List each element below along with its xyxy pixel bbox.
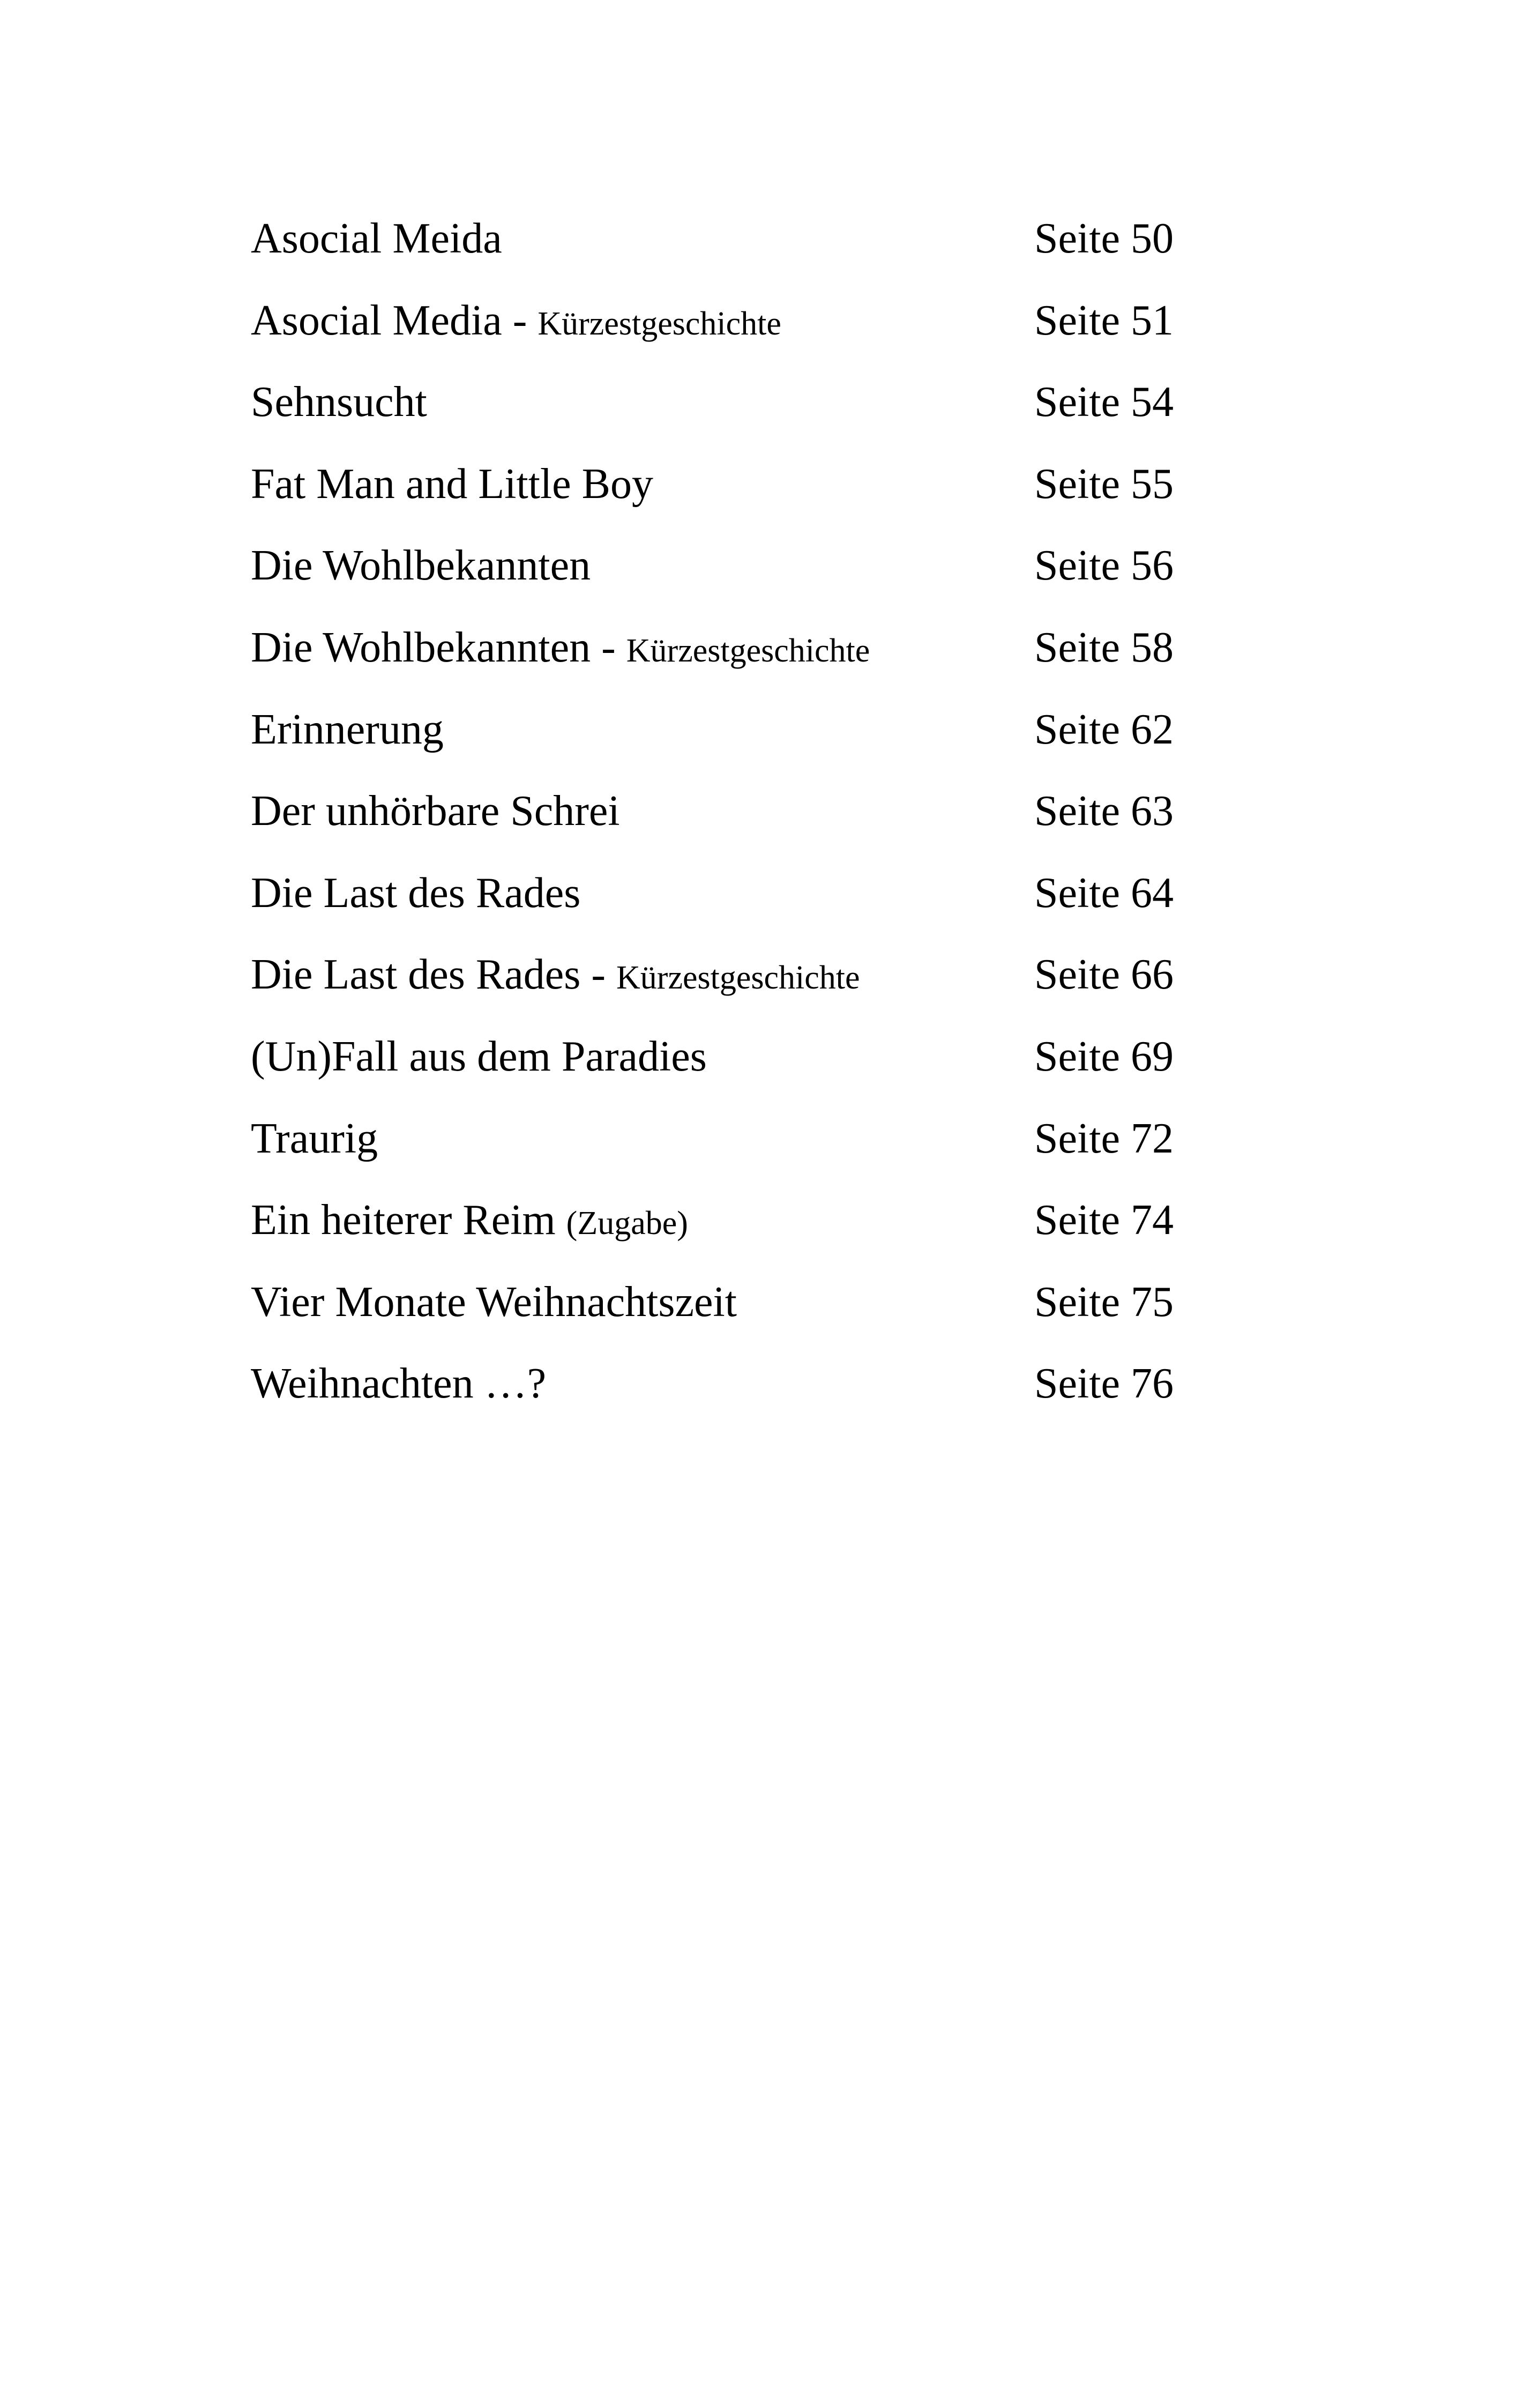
toc-entry[interactable]	[251, 375, 1194, 457]
toc-entry-title-text: (Un)Fall aus dem Paradies	[251, 1032, 707, 1080]
toc-entry-page: Seite 64	[1034, 869, 1174, 917]
toc-entry-page: Seite 50	[1034, 215, 1174, 262]
toc-entry-title	[251, 212, 502, 269]
toc-entry[interactable]	[251, 212, 1194, 294]
toc-entry-separator	[556, 1196, 566, 1244]
toc-entry[interactable]	[251, 457, 1194, 539]
toc-entry-title	[251, 784, 620, 841]
toc-entry-page: Seite 51	[1034, 296, 1174, 344]
toc-entry-title	[251, 1193, 688, 1250]
toc-entry[interactable]	[251, 784, 1194, 866]
toc-entry-title	[251, 1112, 378, 1169]
toc-entry-title	[251, 294, 781, 351]
toc-entry-page: Seite 66	[1034, 951, 1174, 999]
toc-entry-title-text: Die Last des Rades	[251, 869, 581, 917]
toc-entry-title	[251, 1030, 707, 1087]
toc-entry-page: Seite 72	[1034, 1114, 1174, 1162]
toc-entry[interactable]	[251, 703, 1194, 785]
toc-entry-title-text: Sehnsucht	[251, 378, 427, 426]
toc-entry[interactable]	[251, 1193, 1194, 1275]
toc-entry-page: Seite 55	[1034, 460, 1174, 508]
toc-entry[interactable]	[251, 539, 1194, 621]
toc-entry[interactable]	[251, 294, 1194, 376]
toc-entry-page: Seite 76	[1034, 1360, 1174, 1408]
toc-entry-page: Seite 75	[1034, 1278, 1174, 1326]
toc-entry-title-text: Die Wohlbekannten	[251, 542, 591, 590]
toc-entry-page: Seite 69	[1034, 1032, 1174, 1080]
toc-entry-title	[251, 1357, 546, 1414]
toc-entry-subtitle: (Zugabe)	[566, 1205, 688, 1242]
toc-entry-title	[251, 948, 860, 1005]
toc-entry-title-text: Erinnerung	[251, 705, 444, 753]
toc-entry[interactable]	[251, 948, 1194, 1030]
toc-entry-page: Seite 74	[1034, 1196, 1174, 1244]
toc-entry[interactable]	[251, 1112, 1194, 1194]
toc-entry[interactable]	[251, 1275, 1194, 1357]
toc-entry-title	[251, 539, 591, 596]
toc-entry[interactable]	[251, 866, 1194, 948]
toc-entry-separator: -	[591, 623, 626, 671]
toc-entry-page: Seite 63	[1034, 787, 1174, 835]
toc-entry-title	[251, 1275, 737, 1332]
toc-entry-title	[251, 866, 580, 923]
toc-entry-title-text: Asocial Media	[251, 296, 502, 344]
toc-entry[interactable]	[251, 1030, 1194, 1112]
toc-entry-page: Seite 56	[1034, 542, 1174, 590]
toc-entry-title	[251, 375, 427, 432]
toc-entry-title-text: Vier Monate Weihnachtszeit	[251, 1278, 737, 1326]
toc-entry-title-text: Fat Man and Little Boy	[251, 460, 654, 508]
toc-entry-title-text: Die Wohlbekannten	[251, 623, 591, 671]
toc-entry-subtitle: Kürzestgeschichte	[626, 632, 870, 669]
toc-entry-title-text: Weihnachten …?	[251, 1360, 547, 1408]
toc-entry-separator: -	[580, 951, 617, 999]
toc-entry-title-text: Asocial Meida	[251, 215, 502, 262]
toc-entry-title-text: Traurig	[251, 1114, 378, 1162]
toc-entry-title	[251, 457, 653, 514]
toc-entry[interactable]	[251, 621, 1194, 703]
table-of-contents	[251, 212, 1194, 1439]
toc-entry[interactable]	[251, 1357, 1194, 1439]
toc-entry-title-text: Ein heiterer Reim	[251, 1196, 556, 1244]
toc-entry-title-text: Der unhörbare Schrei	[251, 787, 620, 835]
toc-entry-title	[251, 621, 870, 678]
toc-entry-page: Seite 54	[1034, 378, 1174, 426]
toc-entry-title	[251, 703, 444, 760]
toc-entry-subtitle: Kürzestgeschichte	[616, 960, 860, 997]
toc-entry-subtitle: Kürzestgeschichte	[537, 305, 781, 342]
toc-entry-page: Seite 58	[1034, 623, 1174, 671]
toc-entry-separator: -	[502, 296, 538, 344]
toc-entry-page: Seite 62	[1034, 705, 1174, 753]
toc-entry-title-text: Die Last des Rades	[251, 951, 581, 999]
